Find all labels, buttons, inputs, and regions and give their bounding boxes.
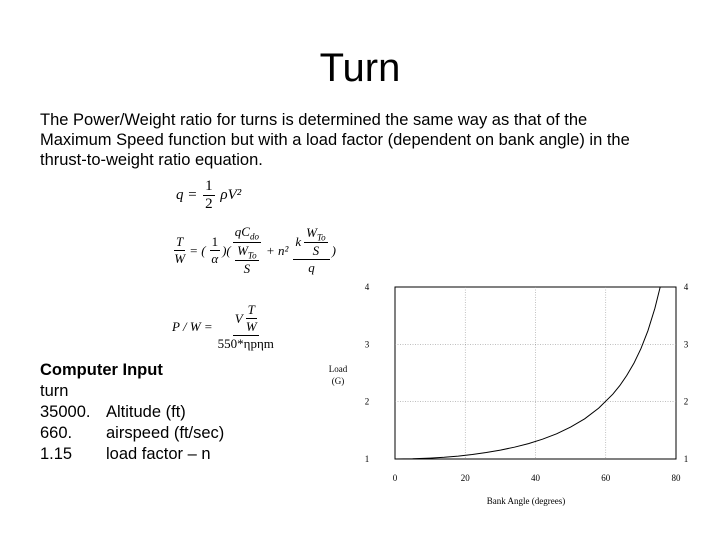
- eq-tw-plus: + n²: [265, 242, 289, 258]
- eq-tw-b-den-num: [235, 243, 259, 262]
- eq-tw-c-num-num-text: W: [306, 224, 317, 240]
- computer-input-heading: Computer Input: [40, 361, 163, 379]
- y-axis-label-load: Load: [328, 364, 348, 374]
- eq-tw-c-num-num: [304, 225, 328, 244]
- grid-lines: [395, 287, 676, 459]
- eq-pw-num-t: T: [247, 302, 255, 317]
- eq-pw-num-v: V: [234, 310, 243, 326]
- eq-q-fraction: [203, 178, 215, 213]
- eq-tw-mid: )(: [222, 242, 231, 258]
- eq-tw-b-den-num-text: W: [237, 242, 248, 258]
- eq-tw-close: ): [331, 242, 337, 258]
- eq-tw-b-num: [233, 224, 261, 243]
- input-value: 660.: [40, 424, 73, 442]
- eq-tw-lhs: [174, 234, 185, 267]
- input-row: [40, 402, 224, 423]
- eq-tw-b-den: [235, 243, 259, 278]
- input-label: load factor – n: [106, 445, 211, 463]
- input-value: 35000.: [40, 403, 91, 421]
- y-tick-label-right: 1: [683, 454, 689, 464]
- eq-pw-num-tw: [246, 302, 257, 335]
- eq-q-num: 1: [205, 178, 213, 194]
- input-value: 1.15: [40, 445, 73, 463]
- eq-tw-c-den: q: [308, 260, 315, 276]
- x-tick-label: 80: [671, 473, 681, 483]
- eq-q-lhs: q =: [176, 186, 198, 203]
- eq-pw-den: 550*ηpηm: [217, 336, 274, 351]
- plot-frame: [395, 287, 676, 459]
- y-tick-label-right: 4: [683, 282, 689, 292]
- y-tick-label-right: 3: [683, 339, 689, 350]
- y-axis-label-unit: (G): [331, 376, 345, 386]
- dynamic-pressure-equation: [176, 178, 241, 213]
- x-tick-label: 40: [531, 473, 540, 483]
- eq-tw-b-den-num-sub: To: [247, 250, 257, 261]
- eq-tw-c-num-den: S: [312, 243, 320, 259]
- eq-tw-b-num-sub: do: [249, 231, 259, 242]
- eq-tw-c: [293, 225, 329, 277]
- eq-tw-eq: = (: [189, 242, 206, 258]
- eq-tw-b: [233, 224, 261, 277]
- eq-tw-b-den-den: S: [243, 261, 251, 277]
- eq-q-rhs: ρV²: [220, 186, 242, 203]
- input-row: [40, 444, 224, 465]
- input-value: turn: [40, 382, 69, 400]
- eq-q-den: 2: [205, 196, 213, 212]
- eq-tw-c-num: [293, 225, 329, 261]
- eq-tw-b-num-text: qC: [234, 224, 250, 239]
- eq-pw-num: [233, 302, 259, 336]
- input-label: Altitude (ft): [106, 403, 186, 421]
- x-tick-label: 0: [392, 473, 398, 483]
- eq-pw-frac: [218, 302, 274, 352]
- input-row: [40, 423, 224, 444]
- thrust-weight-equation: [172, 224, 336, 277]
- y-tick-label-left: 1: [364, 454, 370, 464]
- computer-input-block: [40, 360, 224, 465]
- eq-tw-k: k: [295, 234, 302, 250]
- x-tick-label: 20: [460, 473, 470, 483]
- y-tick-label-left: 2: [364, 396, 370, 407]
- eq-pw-num-w: W: [245, 319, 257, 334]
- y-tick-label-left: 4: [364, 282, 370, 292]
- eq-tw-c-num-num-sub: To: [316, 232, 326, 243]
- eq-pw-lhs: P / W =: [172, 319, 213, 334]
- eq-tw-a-den: α: [211, 251, 219, 267]
- power-weight-equation: [172, 302, 276, 352]
- intro-paragraph: The Power/Weight ratio for turns is determined the same way as that of the Maximum Speed function but with a load factor (dependent on bank angle) in the thrust-to-weight ratio equation.: [40, 111, 630, 169]
- axis-ticks: [365, 282, 689, 483]
- eq-tw-c-num-frac: [304, 225, 328, 260]
- input-label: airspeed (ft/sec): [106, 424, 225, 442]
- eq-tw-lhs-num: T: [176, 234, 184, 250]
- y-tick-label-left: 3: [364, 339, 370, 350]
- y-tick-label-right: 2: [683, 396, 689, 407]
- slide-title: Turn: [319, 46, 401, 90]
- x-axis-label: Bank Angle (degrees): [486, 496, 566, 506]
- eq-tw-a-num: 1: [211, 234, 219, 250]
- load-curve: [395, 287, 660, 459]
- input-row: [40, 381, 224, 402]
- eq-tw-lhs-den: W: [174, 251, 186, 267]
- x-tick-label: 60: [601, 473, 611, 483]
- eq-tw-a: [210, 234, 221, 267]
